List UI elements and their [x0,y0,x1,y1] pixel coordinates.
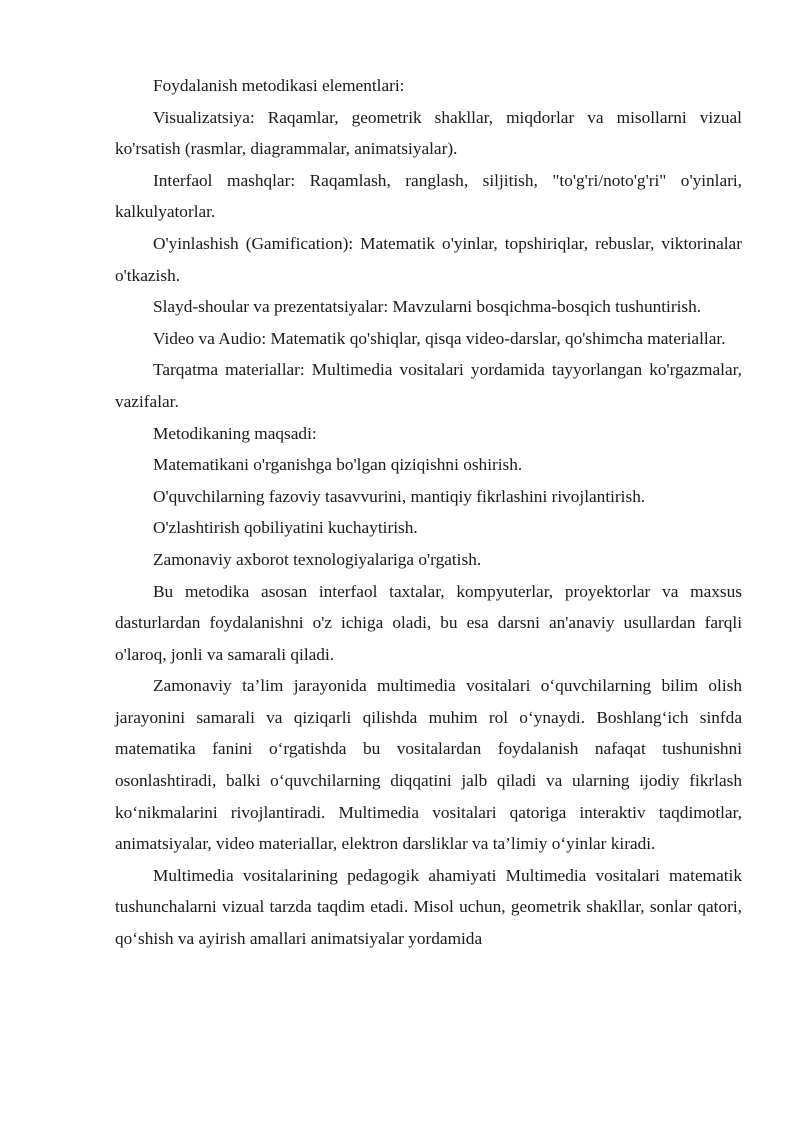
paragraph-elements-heading: Foydalanish metodikasi elementlari: [153,76,405,95]
paragraph-goal-interest: Matematikani o'rganishga bo'lgan qiziqishni oshirish. [153,455,523,475]
paragraph-video-audio: Video va Audio: Matematik qo'shiqlar, qisqa video-darslar, qo'shimcha materiallar. [153,328,726,348]
paragraph-goal-technology: Zamonaviy axborot texnologiyalariga o'rgatish. [153,549,482,569]
paragraph-interactive-exercises: Interfaol mashqlar: Raqamlash, ranglash, siljitish, "to'g'ri/noto'g'ri" o'yinlari, kalkulyatorlar. [115,170,742,222]
paragraph-methodology-summary: Bu metodika asosan interfaol taxtalar, kompyuterlar, proyektorlar va maxsus dasturlardan foydalanishni o'z ichiga oladi, bu esa darsni an'anaviy usullardan farqli o'laroq, jonli va samarali qiladi. [115,581,742,664]
paragraph-visualization: Visualizatsiya: Raqamlar, geometrik shakllar, miqdorlar va misollarni vizual ko'rsatish (rasmlar, diagrammalar, animatsiyalar). [115,107,742,159]
paragraph-modern-education: Zamonaviy ta’lim jarayonida multimedia vositalari o‘quvchilarning bilim olish jarayonini samarali va qiziqarli qilishda muhim rol o‘ynaydi. Boshlang‘ich sinfda matematika fanini o‘rgatishda bu vositalardan foydalanish nafaqat tushunishni osonlashtiradi, balki o‘quvchilarning diqqatini jalb qiladi va ularning ijodiy fikrlash ko‘nikmalarini rivojlantiradi. Multimedia vositalari qatoriga interaktiv taqdimotlar, animatsiyalar, video materiallar, elektron darsliklar va ta’limiy o‘yinlar kiradi. [115,676,742,854]
paragraph-slideshows: Slayd-shoular va prezentatsiyalar: Mavzularni bosqichma-bosqich tushuntirish. [153,297,702,317]
paragraph-gamification: O'yinlashish (Gamification): Matematik o'yinlar, topshiriqlar, rebuslar, viktorinalar o'tkazish. [115,233,742,285]
paragraph-pedagogical-importance: Multimedia vositalarining pedagogik ahamiyati Multimedia vositalari matematik tushunchalarni vizual tarzda taqdim etadi. Misol uchun, geometrik shakllar, sonlar qatori, qo‘shish va ayirish amallari animatsiyalar yordamida [115,865,742,949]
paragraph-goals-heading: Metodikaning maqsadi: [153,423,317,443]
paragraph-handouts: Tarqatma materiallar: Multimedia vositalari yordamida tayyorlangan ko'rgazmalar, vazifalar. [115,360,742,411]
paragraph-goal-mastery: O'zlashtirish qobiliyatini kuchaytirish. [153,518,418,538]
paragraph-goal-thinking: O'quvchilarning fazoviy tasavvurini, mantiqiy fikrlashini rivojlantirish. [153,486,646,506]
document-page [115,70,742,955]
